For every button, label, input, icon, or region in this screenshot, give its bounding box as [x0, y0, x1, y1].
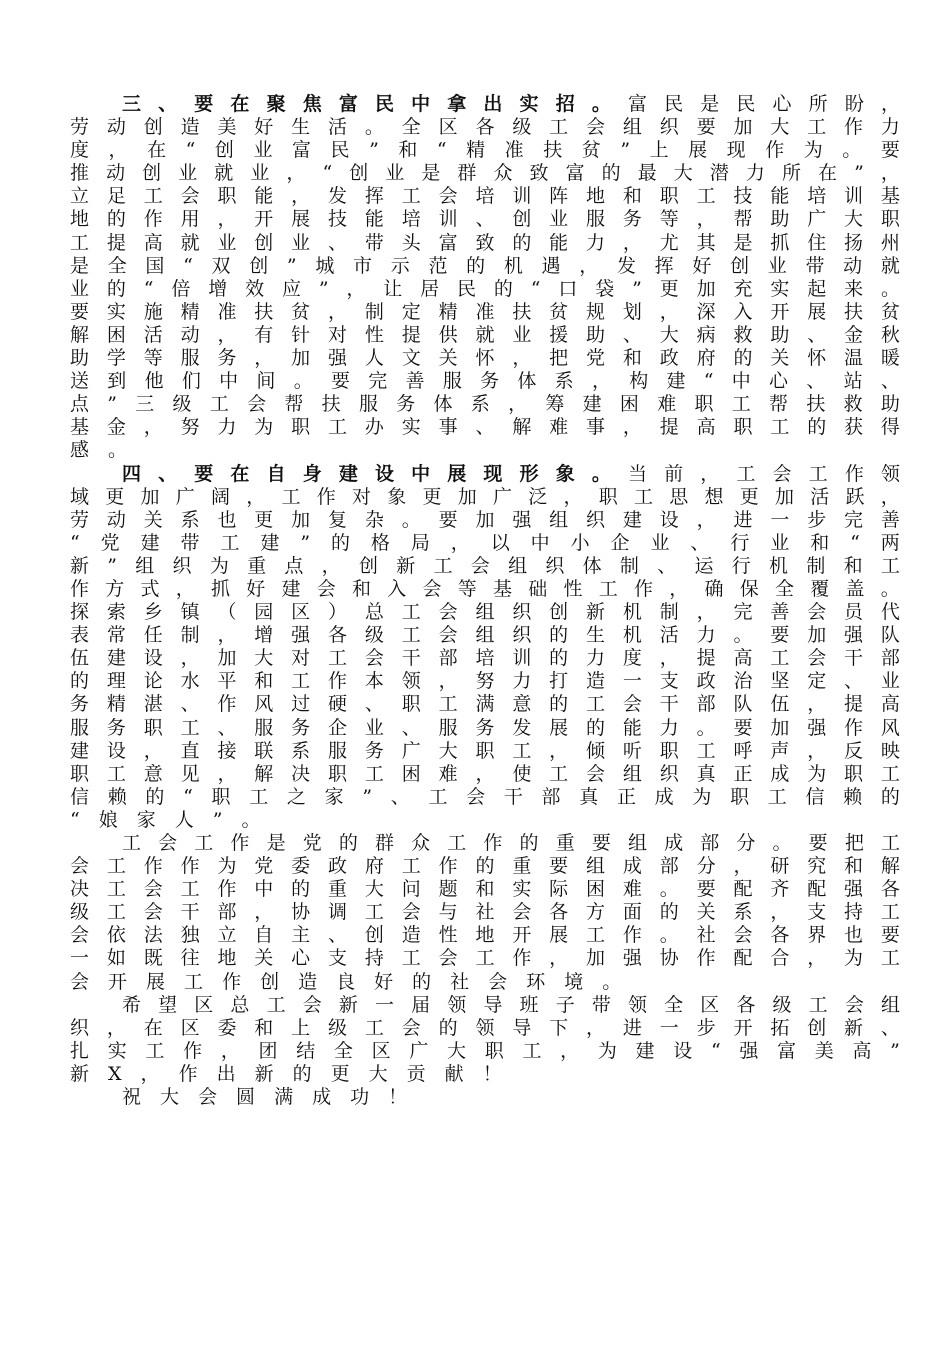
- text-line: 是 全 国 “ 双 创 ” 城 市 示 范 的 机 遇 ， 发 挥 好 创 业 带 动 就: [70, 254, 900, 277]
- text-line: 立 足 工 会 职 能 ， 发 挥 工 会 培 训 阵 地 和 职 工 技 能 培 训 基: [70, 185, 900, 208]
- text-line: 级 工 会 干 部 ， 协 调 工 会 与 社 会 各 方 面 的 关 系 ， 支 持 工: [70, 901, 900, 924]
- text-line: 地 的 作 用 ， 开 展 技 能 培 训 、 创 业 服 务 等 ， 帮 助 广 大 职: [70, 208, 900, 231]
- text-line: 一 如 既 往 地 关 心 支 持 工 会 工 作 ， 加 强 协 作 配 合 ， 为 工: [70, 947, 900, 970]
- text-line: 服 务 职 工 、 服 务 企 业 、 服 务 发 展 的 能 力 。 要 加 强 作 风: [70, 716, 900, 739]
- text-line: 探 索 乡 镇 （ 园 区 ） 总 工 会 组 织 创 新 机 制 ， 完 善 会 员 代: [70, 601, 900, 624]
- paragraph-p4: [70, 463, 900, 833]
- text-line: 要 实 施 精 准 扶 贫 ， 制 定 精 准 扶 贫 规 划 ， 深 入 开 展 扶 贫: [70, 300, 900, 323]
- text-line: 劳 动 创 造 美 好 生 活 。 全 区 各 级 工 会 组 织 要 加 大 工 作 力: [70, 116, 900, 139]
- text-line: “ 娘 家 人 ” 。: [70, 808, 261, 831]
- text-line: 感 。: [70, 439, 128, 462]
- text-line: 表 常 任 制 ， 增 强 各 级 工 会 组 织 的 生 机 活 力 。 要 加 强 队: [70, 624, 900, 647]
- text-line: 决 工 会 工 作 中 的 重 大 问 题 和 实 际 困 难 。 要 配 齐 配 强 各: [70, 878, 900, 901]
- text-line: 职 工 意 见 ， 解 决 职 工 困 难 ， 使 工 会 组 织 真 正 成 为 职 工: [70, 762, 900, 785]
- text-line: 希 望 区 总 工 会 新 一 届 领 导 班 子 带 领 全 区 各 级 工 会 组: [122, 993, 900, 1016]
- text-line: 点 ” 三 级 工 会 帮 扶 服 务 体 系 ， 筹 建 困 难 职 工 帮 扶 救 助: [70, 393, 900, 416]
- text-line: 三 、 要 在 聚 焦 富 民 中 拿 出 实 招 。 富 民 是 民 心 所 盼 ，: [122, 93, 900, 115]
- paragraph-p7: [70, 1086, 900, 1109]
- text-line: 作 方 式 ， 抓 好 建 会 和 入 会 等 基 础 性 工 作 ， 确 保 全 覆 盖 。: [70, 577, 900, 600]
- text-line: 建 设 ， 直 接 联 系 服 务 广 大 职 工 ， 倾 听 职 工 呼 声 ， 反 映: [70, 739, 900, 762]
- paragraph-p6: [70, 994, 900, 1086]
- text-line: 会 工 作 作 为 党 委 政 府 工 作 的 重 要 组 成 部 分 ， 研 究 和 解: [70, 855, 900, 878]
- text-line: 域 更 加 广 阔 ， 工 作 对 象 更 加 广 泛 ， 职 工 思 想 更 加 活 跃 ，: [70, 485, 900, 508]
- paragraph-p3: [70, 93, 900, 463]
- paragraph-p5: [70, 832, 900, 994]
- text-line: 基 金 ， 努 力 为 职 工 办 实 事 、 解 难 事 ， 提 高 职 工 的 获 得: [70, 416, 900, 439]
- text-line: 祝 大 会 圆 满 成 功 ！: [122, 1086, 408, 1109]
- text-line: 四 、 要 在 自 身 建 设 中 展 现 形 象 。 当 前 ， 工 会 工 作 领: [122, 462, 900, 485]
- text-line: 助 学 等 服 务 ， 加 强 人 文 关 怀 ， 把 党 和 政 府 的 关 怀 温 暖: [70, 347, 900, 370]
- text-line: 新 X ， 作 出 新 的 更 大 贡 献 ！: [70, 1062, 502, 1085]
- text-line: 信 赖 的 “ 职 工 之 家 ” 、 工 会 干 部 真 正 成 为 职 工 信 赖 的: [70, 785, 900, 808]
- text-line: “ 党 建 带 工 建 ” 的 格 局 ， 以 中 小 企 业 、 行 业 和 “ 两: [70, 531, 900, 554]
- text-line: 务 精 湛 、 作 风 过 硬 、 职 工 满 意 的 工 会 干 部 队 伍 ， 提 高: [70, 693, 900, 716]
- document-body: [70, 93, 900, 1109]
- text-line: 新 ” 组 织 为 重 点 ， 创 新 工 会 组 织 体 制 、 运 行 机 制 和 工: [70, 554, 900, 577]
- text-line: 推 动 创 业 就 业 ， “ 创 业 是 群 众 致 富 的 最 大 潜 力 所 在 ” ，: [70, 162, 900, 185]
- text-line: 会 开 展 工 作 创 造 良 好 的 社 会 环 境 。: [70, 970, 622, 993]
- text-line: 扎 实 工 作 ， 团 结 全 区 广 大 职 工 ， 为 建 设 “ 强 富 美 高 ”: [70, 1039, 900, 1062]
- text-line: 织 ， 在 区 委 和 上 级 工 会 的 领 导 下 ， 进 一 步 开 拓 创 新 、: [70, 1016, 900, 1039]
- text-line: 工 会 工 作 是 党 的 群 众 工 作 的 重 要 组 成 部 分 。 要 把 工: [122, 832, 900, 854]
- text-line: 解 困 活 动 ， 有 针 对 性 提 供 就 业 援 助 、 大 病 救 助 、 金 秋: [70, 323, 900, 346]
- text-line: 伍 建 设 ， 加 大 对 工 会 干 部 培 训 的 力 度 ， 提 高 工 会 干 部: [70, 647, 900, 670]
- text-line: 会 依 法 独 立 自 主 、 创 造 性 地 开 展 工 作 。 社 会 各 界 也 要: [70, 924, 900, 947]
- text-line: 工 提 高 就 业 创 业 、 带 头 富 致 的 能 力 ， 尤 其 是 抓 住 扬 州: [70, 231, 900, 254]
- text-line: 度 ， 在 “ 创 业 富 民 ” 和 “ 精 准 扶 贫 ” 上 展 现 作 为 。 要: [70, 139, 900, 162]
- text-line: 送 到 他 们 中 间 。 要 完 善 服 务 体 系 ， 构 建 “ 中 心 、 站 、: [70, 370, 900, 393]
- text-line: 业 的 “ 倍 增 效 应 ” ， 让 居 民 的 “ 口 袋 ” 更 加 充 实 起 来 。: [70, 277, 900, 300]
- text-line: 劳 动 关 系 也 更 加 复 杂 。 要 加 强 组 织 建 设 ， 进 一 步 完 善: [70, 508, 900, 531]
- text-line: 的 理 论 水 平 和 工 作 本 领 ， 努 力 打 造 一 支 政 治 坚 定 、 业: [70, 670, 900, 693]
